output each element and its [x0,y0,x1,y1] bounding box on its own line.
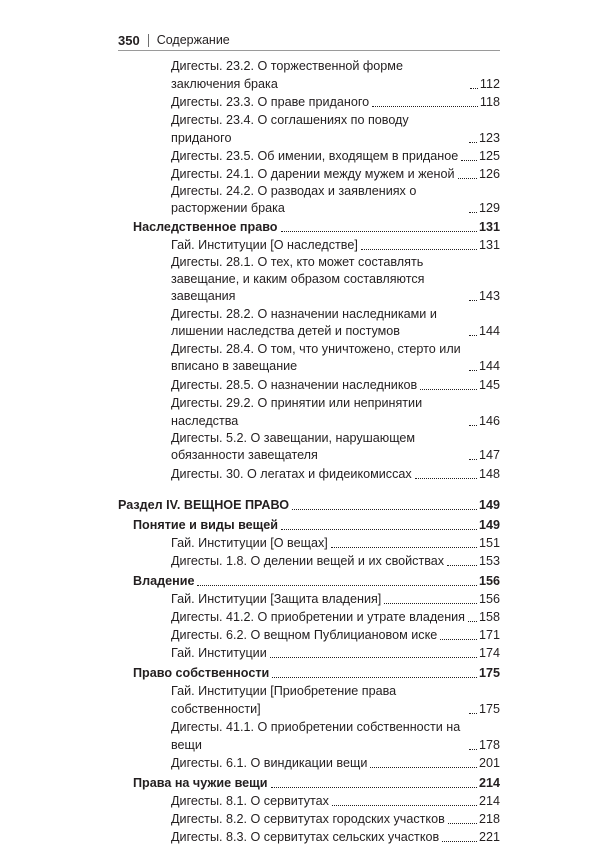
toc-entry-page: 148 [478,467,500,481]
dot-leader [442,841,477,842]
toc-entry-page: 129 [478,201,500,215]
toc-entry-title: Дигесты. 41.2. О приобретении и утрате владения [171,610,465,624]
toc-entry[interactable] [118,465,500,483]
dot-leader [332,805,477,806]
toc-entry[interactable] [118,590,500,608]
toc-entry-page: 125 [478,149,500,163]
toc-entry-title: Дигесты. 8.3. О сервитутах сельских участков [171,830,440,844]
toc-entry[interactable] [118,430,500,464]
toc-entry-page: 147 [478,448,500,462]
toc-entry-page: 175 [478,666,500,680]
toc-entry[interactable] [118,608,500,626]
toc-entry[interactable] [118,718,500,754]
dot-leader [270,657,477,658]
toc-entry-page: 131 [478,220,500,234]
toc-entry[interactable] [118,254,500,305]
dot-leader [469,212,477,213]
toc-entry-title: Дигесты. 23.3. О праве приданого [171,95,370,109]
dot-leader [281,529,477,530]
toc-entry-title: Наследственное право [133,220,278,234]
toc-entry-title: Гай. Институции [О вещах] [171,536,328,550]
toc-entry-page: 143 [478,289,500,303]
toc-entry-title: Владение [133,574,195,588]
toc-entry-page: 158 [478,610,500,624]
toc-entry-page: 112 [479,77,500,91]
toc-entry[interactable] [118,682,500,718]
toc-section-entry[interactable] [118,572,500,590]
toc-entry-title: Дигесты. 8.1. О сервитутах [171,794,329,808]
dot-leader [272,677,477,678]
toc-entry[interactable] [118,57,500,93]
toc-entry-page: 144 [478,359,500,373]
toc-entry-page: 156 [478,592,500,606]
dot-leader [292,509,477,510]
toc-entry[interactable] [118,183,500,217]
toc-entry-title: Дигесты. 28.5. О назначении наследников [171,378,418,392]
toc-entry-title: Дигесты. 28.4. О том, что уничтожено, стерто или вписано в завещание [171,342,461,373]
dot-leader [420,389,477,390]
toc-entry-title: Гай. Институции [Приобретение права собственности] [171,684,397,716]
toc-entry[interactable] [118,754,500,772]
toc-entry-page: 201 [478,756,500,770]
toc-entry-title: Дигесты. 30. О легатах и фидеикомиссах [171,467,412,481]
toc-entry-title: Право собственности [133,666,270,680]
toc-entry[interactable] [118,236,500,254]
dot-leader [331,547,477,548]
toc-entry-page: 171 [478,628,500,642]
dot-leader [448,823,477,824]
dot-leader [458,178,477,179]
dot-leader [197,585,477,586]
toc-entry[interactable] [118,810,500,828]
toc-entry-page: 221 [478,830,500,844]
toc-entry-title: Дигесты. 6.1. О виндикации вещи [171,756,368,770]
toc-entry[interactable] [118,828,500,846]
toc-entry[interactable] [118,534,500,552]
toc-entry-page: 218 [478,812,500,826]
toc-entry[interactable] [118,552,500,570]
toc-entry-title: Дигесты. 24.2. О разводах и заявлениях о расторжении брака [171,184,417,215]
toc-section-entry[interactable] [118,774,500,792]
toc-entry-page: 145 [478,378,500,392]
dot-leader [281,231,477,232]
toc-entry-title: Гай. Институции [О наследстве] [171,238,358,252]
dot-leader [469,370,477,371]
toc-entry-page: 151 [478,536,500,550]
toc-entry-page: 144 [478,324,500,338]
dot-leader [440,639,477,640]
toc-entry-title: Дигесты. 23.2. О торжественной форме заключения брака [171,59,403,91]
toc-entry[interactable] [118,644,500,662]
toc-entry-title: Дигесты. 41.1. О приобретении собственности на вещи [171,720,461,752]
toc-entry-page: 149 [478,498,500,512]
toc-entry-page: 174 [478,646,500,660]
toc-entry-title: Дигесты. 24.1. О дарении между мужем и женой [171,167,455,181]
toc-entry-page: 118 [479,95,500,109]
toc-entry-title: Права на чужие вещи [133,776,268,790]
toc-entry-page: 131 [478,238,500,252]
toc-entry-title: Дигесты. 29.2. О принятии или непринятии наследства [171,396,423,428]
toc-entry[interactable] [118,147,500,165]
toc-entry-title: Дигесты. 23.4. О соглашениях по поводу приданого [171,113,409,145]
toc-entry-title: Дигесты. 1.8. О делении вещей и их свойствах [171,554,445,568]
toc-entry-page: 156 [478,574,500,588]
toc-part-entry[interactable] [118,496,500,514]
dot-leader [469,335,477,336]
dot-leader [469,300,477,301]
toc-entry-title: Дигесты. 28.1. О тех, кто может составлять завещание, и каким образом составляются завещания [171,255,425,303]
toc-entry-page: 146 [478,414,500,428]
toc-entry-title: Гай. Институции [Защита владения] [171,592,382,606]
toc-entry[interactable] [118,306,500,340]
dot-leader [415,478,477,479]
dot-leader [372,106,478,107]
toc-entry[interactable] [118,111,500,147]
dot-leader [469,425,477,426]
toc-entry[interactable] [118,792,500,810]
dot-leader [361,249,477,250]
toc-entry-page: 123 [478,131,500,145]
dot-leader [370,767,477,768]
toc-section-entry[interactable] [118,664,500,682]
dot-leader [271,787,477,788]
toc-entry-title: Дигесты. 28.2. О назначении наследниками и лишении наследства детей и постумов [171,307,437,338]
toc-entry[interactable] [118,165,500,183]
toc-entry-title: Понятие и виды вещей [133,518,279,532]
toc-entry-title: Дигесты. 5.2. О завещании, нарушающем обязанности завещателя [171,431,416,462]
page-number: 350 [118,32,140,48]
toc-entry-title: Дигесты. 6.2. О вещном Публициановом иске [171,628,438,642]
table-of-contents [118,57,500,846]
toc-entry-page: 175 [478,702,500,716]
toc-entry[interactable] [118,394,500,430]
running-title: Содержание [156,33,230,47]
dot-leader [384,603,477,604]
dot-leader [469,713,477,714]
toc-entry-page: 153 [478,554,500,568]
dot-leader [470,88,478,89]
dot-leader [468,621,477,622]
dot-leader [447,565,477,566]
toc-entry[interactable] [118,93,500,111]
toc-entry-page: 214 [478,794,500,808]
toc-entry-page: 178 [478,738,500,752]
toc-entry-page: 214 [478,776,500,790]
toc-entry-title: Гай. Институции [171,646,267,660]
toc-section-entry[interactable] [118,516,500,534]
toc-entry-title: Дигесты. 23.5. Об имении, входящем в приданое [171,149,459,163]
dot-leader [469,142,477,143]
toc-section-entry[interactable] [118,218,500,236]
page-header [118,30,500,51]
toc-entry-page: 149 [478,518,500,532]
toc-entry[interactable] [118,341,500,375]
toc-entry[interactable] [118,376,500,394]
dot-leader [469,459,477,460]
dot-leader [461,160,477,161]
toc-entry-title: Дигесты. 8.2. О сервитутах городских участков [171,812,445,826]
header-separator [148,34,149,47]
toc-entry[interactable] [118,626,500,644]
toc-entry-page: 126 [478,167,500,181]
toc-entry-title: Раздел IV. ВЕЩНОЕ ПРАВО [118,498,290,512]
